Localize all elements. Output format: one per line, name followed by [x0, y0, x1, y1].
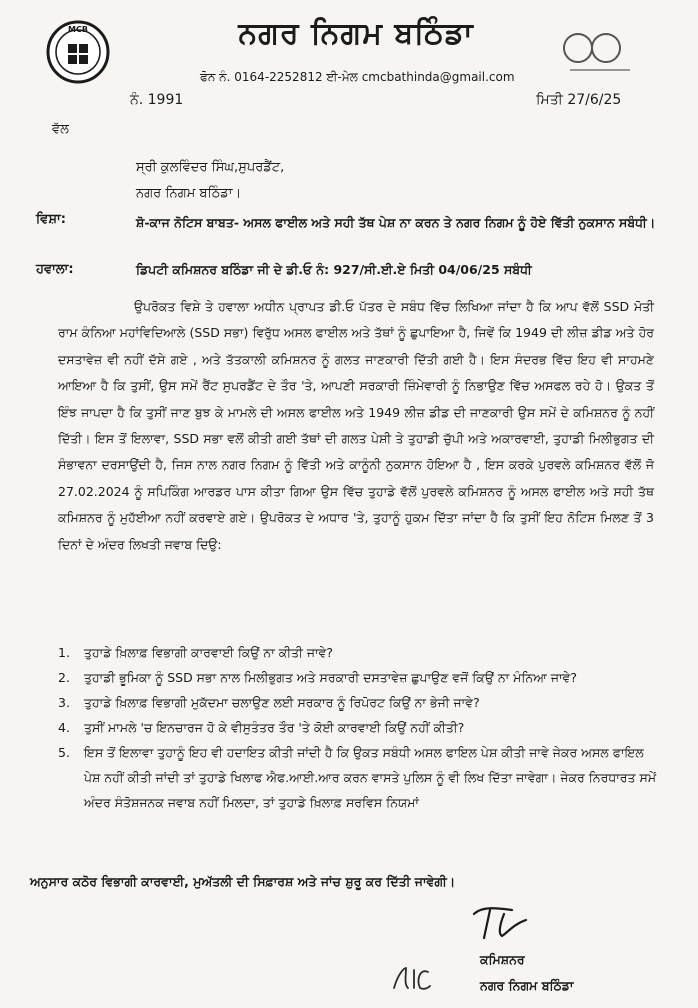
letter-number: ਨੰ. 1991 — [130, 92, 184, 108]
letter-date: ਮਿਤੀ 27/6/25 — [536, 92, 622, 108]
list-item: 2. ਤੁਹਾਡੀ ਭੂਮਿਕਾ ਨੂੰ SSD ਸਭਾ ਨਾਲ ਮਿਲੀਭੁਗਤ ਅਤੇ ਸਰਕਾਰੀ ਦਸਤਾਵੇਜ਼ ਛੁਪਾਉਣ ਵਜੋਂ ਕਿਉਂ ਨਾ ਮੰਨਿਆ ਜਾਵੇ? — [58, 670, 578, 685]
org-title: ਨਗਰ ਨਿਗਮ ਬਠਿੰਡਾ — [238, 16, 474, 51]
subject-text: ਸ਼ੋ-ਕਾਜ ਨੋਟਿਸ ਬਾਬਤ- ਅਸਲ ਫਾਈਲ ਅਤੇ ਸਹੀ ਤੱਥ ਪੇਸ਼ ਨਾ ਕਰਨ ਤੇ ਨਗਰ ਨਿਗਮ ਨੂੰ ਹੋਏ ਵਿੱਤੀ ਨੁਕਸਾਨ ਸਬੰਧੀ। — [136, 215, 656, 230]
list-item: 1. ਤੁਹਾਡੇ ਖ਼ਿਲਾਫ਼ ਵਿਭਾਗੀ ਕਾਰਵਾਈ ਕਿਉਂ ਨਾ ਕੀਤੀ ਜਾਵੇ? — [58, 645, 334, 660]
logo-label: MCB — [68, 25, 88, 34]
mcb-logo-icon — [46, 20, 110, 84]
recipient-org: ਨਗਰ ਨਿਗਮ ਬਠਿੰਡਾ। — [136, 186, 242, 201]
list-item: 4. ਤੁਸੀਂ ਮਾਮਲੇ 'ਚ ਇਨਚਾਰਜ ਹੋ ਕੇ ਵੀਸੁਤੰਤਰ ਤੌਰ 'ਤੇ ਕੋਈ ਕਾਰਵਾਈ ਕਿਉਂ ਨਹੀਂ ਕੀਤੀ? — [58, 720, 465, 735]
points-list — [58, 640, 658, 815]
signatory-org: ਨਗਰ ਨਿਗਮ ਬਠਿੰਡਾ — [480, 978, 574, 993]
commissioner-signature-icon — [468, 900, 532, 944]
initials-signature-icon — [388, 960, 434, 994]
contact-line: ਫੋਨ ਨੰ. 0164-2252812 ਈ-ਮੇਲ cmcbathinda@gmail.com — [200, 70, 515, 84]
swachh-bharat-seal-icon — [552, 28, 648, 76]
body-paragraph: ਉਪਰੋਕਤ ਵਿਸ਼ੇ ਤੇ ਹਵਾਲਾ ਅਧੀਨ ਪ੍ਰਾਪਤ ਡੀ.ਓ ਪੱਤਰ ਦੇ ਸਬੰਧ ਵਿੱਚ ਲਿਖਿਆ ਜਾਂਦਾ ਹੈ ਕਿ ਆਪ ਵੱਲੋਂ SSD ਮੋਤੀ ਰਾਮ ਕੰਨਿਆ ਮਹਾਂਵਿਦਿਆਲੇ (SSD ਸਭਾ) ਵਿਰੁੱਧ ਅਸਲ ਫਾਈਲ ਅਤੇ ਤੱਥਾਂ ਨੂੰ ਛੁਪਾਇਆ ਹੈ, ਜਿਵੇਂ ਕਿ 1949 ਦੀ ਲੀਜ਼ ਡੀਡ ਅਤੇ ਹੋਰ ਦਸਤਾਵੇਜ਼ ਵੀ ਨਹੀਂ ਦੱਸੇ ਗਏ , ਅਤੇ ਤੱਤਕਾਲੀ ਕਮਿਸ਼ਨਰ ਨੂੰ ਗਲਤ ਜਾਣਕਾਰੀ ਦਿੱਤੀ ਗਈ ਹੈ। ਇਸ ਸੰਦਰਭ ਵਿੱਚ ਇਹ ਵੀ ਸਾਹਮਣੇ ਆਇਆ ਹੈ ਕਿ ਤੁਸੀਂ, ਉਸ ਸਮੇਂ ਰੈਂਟ ਸੁਪਰਡੈਂਟ ਦੇ ਤੌਰ 'ਤੇ, ਆਪਣੀ ਸਰਕਾਰੀ ਜ਼ਿੰਮੇਵਾਰੀ ਨੂੰ ਨਿਭਾਉਣ ਵਿੱਚ ਅਸਫਲ ਰਹੇ ਹੋ। ਉਕਤ ਤੋਂ ਇੰਝ ਜਾਪਦਾ ਹੈ ਕਿ ਤੁਸੀਂ ਜਾਣ ਬੁਝ ਕੇ ਮਾਮਲੇ ਦੀ ਅਸਲ ਫਾਈਲ ਅਤੇ 1949 ਲੀਜ਼ ਡੀਡ ਦੀ ਜਾਣਕਾਰੀ ਉਸ ਸਮੇਂ ਦੇ ਕਮਿਸ਼ਨਰ ਨੂੰ ਨਹੀਂ ਦਿੱਤੀ। ਇਸ ਤੋਂ ਇਲਾਵਾ, SSD ਸਭਾ ਵਲੋਂ ਕੀਤੀ ਗਈ ਤੱਥਾਂ ਦੀ ਗਲਤ ਪੇਸ਼ੀ ਤੇ ਤੁਹਾਡੀ ਚੁੱਪੀ ਅਤੇ ਅਕਾਰਵਾਈ, ਤੁਹਾਡੀ ਮਿਲੀਭੁਗਤ ਦੀ ਸੰਭਾਵਨਾ ਦਰਸਾਉਂਦੀ ਹੈ, ਜਿਸ ਨਾਲ ਨਗਰ ਨਿਗਮ ਨੂੰ ਵਿੱਤੀ ਅਤੇ ਕਾਨੂੰਨੀ ਨੁਕਸਾਨ ਹੋਇਆ ਹੈ , ਇਸ ਕਰਕੇ ਪੁਰਵਲੇ ਕਮਿਸ਼ਨਰ ਵੱਲੋਂ ਜੋ 27.02.2024 ਨੂੰ ਸਪਿਕਿੰਗ ਆਰਡਰ ਪਾਸ ਕੀਤਾ ਗਿਆ ਉਸ ਵਿੱਚ ਤੁਹਾਡੇ ਵੱਲੋਂ ਪੁਰਵਲੇ ਕਮਿਸ਼ਨਰ ਨੂੰ ਅਸਲ ਫਾਈਲ ਅਤੇ ਸਹੀ ਤੱਥ ਕਮਿਸ਼ਨਰ ਨੂੰ ਮੁਹੱਈਆ ਨਹੀਂ ਕਰਵਾਏ ਗਏ। ਉਪਰੋਕਤ ਦੇ ਅਧਾਰ 'ਤੇ, ਤੁਹਾਨੂੰ ਹੁਕਮ ਦਿੱਤਾ ਜਾਂਦਾ ਹੈ ਕਿ ਤੁਸੀਂ ਇਹ ਨੋਟਿਸ ਮਿਲਣ ਤੋਂ 3 ਦਿਨਾਂ ਦੇ ਅੰਦਰ ਲਿਖਤੀ ਜਵਾਬ ਦਿਉ: — [58, 299, 654, 552]
to-label: ਵੱਲ — [52, 122, 69, 137]
recipient-name: ਸ੍ਰੀ ਕੁਲਵਿੰਦਰ ਸਿੰਘ,ਸੁਪਰਡੈਂਟ, — [136, 160, 285, 175]
reference-label: ਹਵਾਲਾ: — [36, 262, 74, 277]
subject-label: ਵਿਸ਼ਾ: — [36, 212, 66, 227]
list-item: 3. ਤੁਹਾਡੇ ਖ਼ਿਲਾਫ਼ ਵਿਭਾਗੀ ਮੁਕੱਦਮਾ ਚਲਾਉਣ ਲਈ ਸਰਕਾਰ ਨੂੰ ਰਿਪੋਰਟ ਕਿਉਂ ਨਾ ਭੇਜੀ ਜਾਵੇ? — [58, 695, 480, 710]
reference-text: ਡਿਪਟੀ ਕਮਿਸ਼ਨਰ ਬਠਿੰਡਾ ਜੀ ਦੇ ਡੀ.ਓ ਨੰ: 927/ਸੀ.ਈ.ਏ ਮਿਤੀ 04/06/25 ਸਬੰਧੀ — [136, 262, 532, 277]
signatory-title: ਕਮਿਸ਼ਨਰ — [480, 952, 525, 967]
closing-line: ਅਨੁਸਾਰ ਕਠੋਰ ਵਿਭਾਗੀ ਕਾਰਵਾਈ, ਮੁਅੱਤਲੀ ਦੀ ਸਿਫ਼ਾਰਸ਼ ਅਤੇ ਜਾਂਚ ਸ਼ੁਰੂ ਕਰ ਦਿੱਤੀ ਜਾਵੇਗੀ। — [30, 874, 456, 889]
list-item: 5. ਇਸ ਤੋਂ ਇਲਾਵਾ ਤੁਹਾਨੂੰ ਇਹ ਵੀ ਹਦਾਇਤ ਕੀਤੀ ਜਾਂਦੀ ਹੈ ਕਿ ਉਕਤ ਸਬੰਧੀ ਅਸਲ ਫਾਇਲ ਪੇਸ਼ ਕੀਤੀ ਜਾਵੇ ਜੇਕਰ ਅਸਲ ਫਾਇਲ ਪੇਸ਼ ਨਹੀਂ ਕੀਤੀ ਜਾਂਦੀ ਤਾਂ ਤੁਹਾਡੇ ਖਿਲਾਫ ਐਫ.ਆਈ.ਆਰ ਕਰਨ ਵਾਸਤੇ ਪੁਲਿਸ ਨੂੰ ਵੀ ਲਿਖ ਦਿੱਤਾ ਜਾਵੇਗਾ। ਜੇਕਰ ਨਿਰਧਾਰਤ ਸਮੇਂ ਅੰਦਰ ਸੰਤੋਸ਼ਜਨਕ ਜਵਾਬ ਨਹੀਂ ਮਿਲਦਾ, ਤਾਂ ਤੁਹਾਡੇ ਖ਼ਿਲਾਫ਼ ਸਰਵਿਸ ਨਿਯਮਾਂ — [58, 745, 657, 810]
